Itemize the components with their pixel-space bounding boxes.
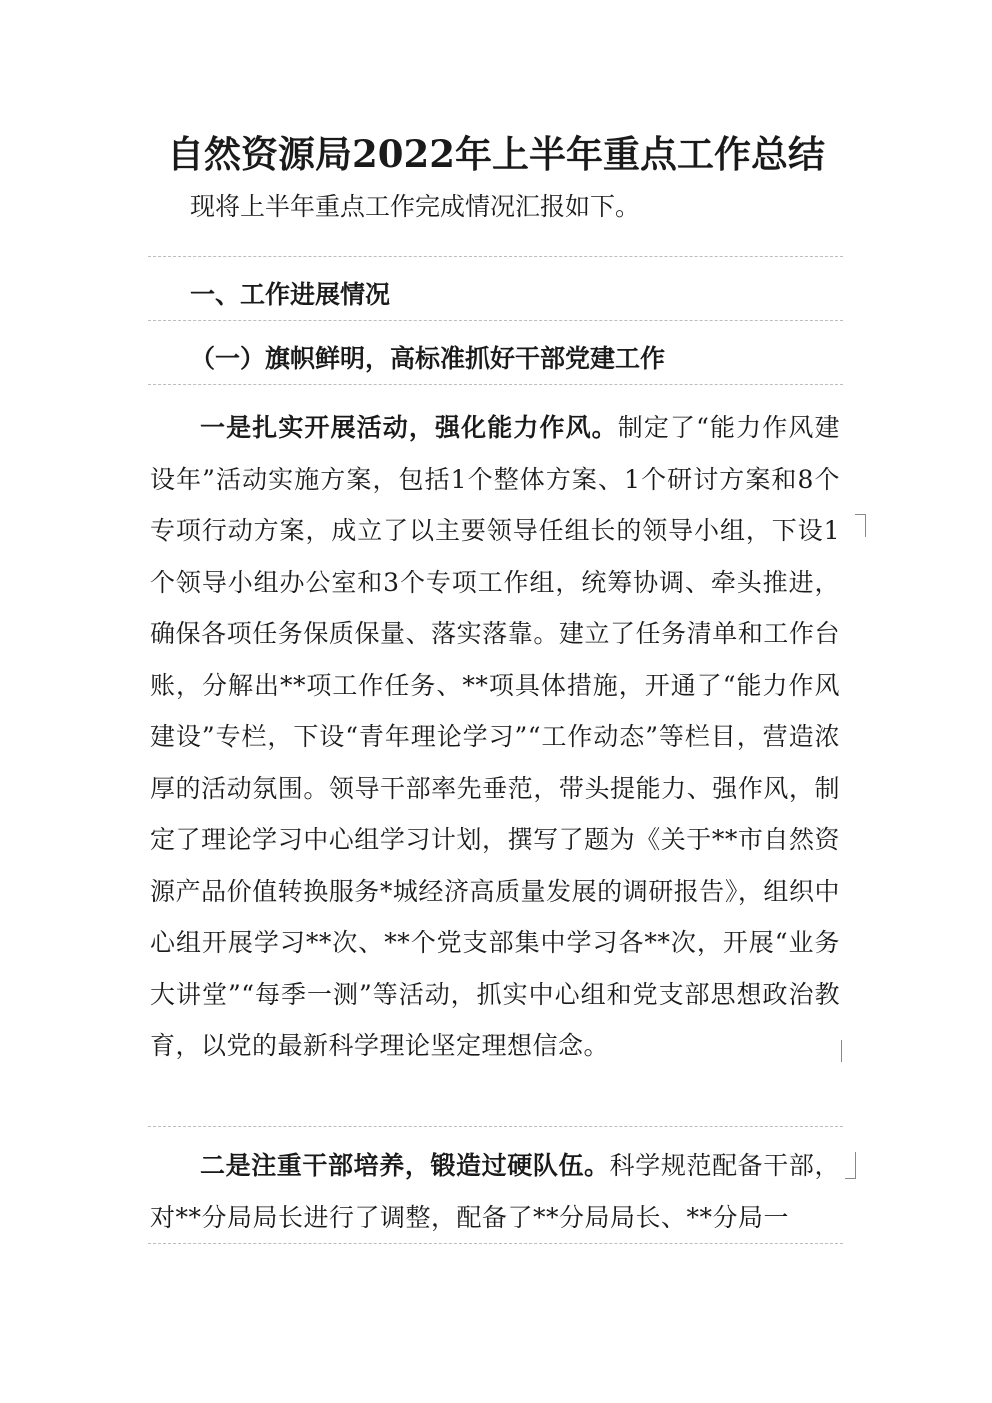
paragraph-lead: 一是扎实开展活动，强化能力作风。 bbox=[200, 413, 618, 442]
paragraph-lead: 二是注重干部培养，锻造过硬队伍。 bbox=[200, 1151, 610, 1180]
margin-mark bbox=[840, 1040, 842, 1062]
paragraph-2 bbox=[150, 1140, 840, 1243]
divider bbox=[148, 320, 843, 321]
paragraph-body: 制定了“能力作风建设年”活动实施方案，包括1个整体方案、1个研讨方案和8个专项行动方案，成立了以主要领导任组长的领导小组，下设1个领导小组办公室和3个专项工作组，统筹协调、牵头推进，确保各项任务保质保量、落实落靠。建立了任务清单和工作台账，分解出**项工作任务、**项具体措施，开通了“能力作风建设”专栏，下设“青年理论学习”“工作动态”等栏目，营造浓厚的活动氛围。领导干部率先垂范，带头提能力、强作风，制定了理论学习中心组学习计划，撰写了题为《关于**市自然资源产品价值转换服务*城经济高质量发展的调研报告》，组织中心组开展学习**次、**个党支部集中学习各**次，开展“业务大讲堂”“每季一测”等活动，抓实中心组和党支部思想政治教育，以党的最新科学理论坚定理想信念。 bbox=[150, 413, 840, 1060]
section-heading: 一、工作进展情况 bbox=[190, 280, 391, 309]
margin-mark bbox=[845, 1152, 856, 1179]
divider bbox=[148, 1126, 843, 1127]
divider bbox=[148, 384, 843, 385]
intro-text: 现将上半年重点工作完成情况汇报如下。 bbox=[190, 192, 641, 221]
document-title: 自然资源局2022年上半年重点工作总结 bbox=[167, 132, 825, 176]
margin-mark bbox=[855, 514, 866, 537]
divider bbox=[148, 1243, 843, 1244]
paragraph-1 bbox=[150, 402, 840, 1072]
paragraph-body: 科学规范配备干部，对**分局局长进行了调整，配备了**分局局长、**分局一 bbox=[150, 1151, 840, 1232]
divider bbox=[148, 256, 843, 257]
subsection-heading: （一）旗帜鲜明，高标准抓好干部党建工作 bbox=[190, 344, 666, 373]
